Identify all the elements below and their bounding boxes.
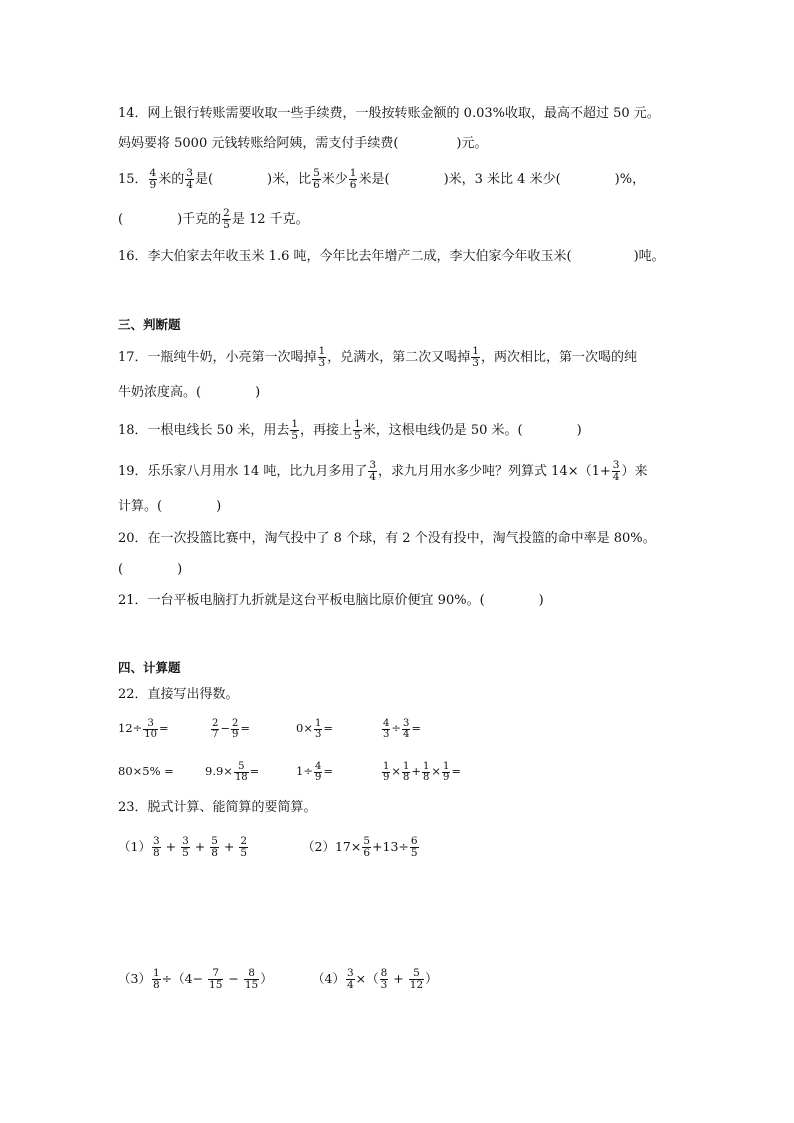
fraction [410, 836, 419, 859]
q17-line1 [118, 346, 637, 369]
q18-text: 米，这根电线仍是 50 米。( [362, 423, 523, 438]
expression-text: ） [260, 971, 273, 986]
denominator: 9 [149, 179, 157, 191]
denominator: 8 [152, 847, 160, 859]
fraction [149, 168, 158, 191]
fraction [612, 460, 621, 483]
numerator: 8 [244, 968, 259, 980]
calc-text: = [240, 721, 251, 735]
q22-title: 22．直接写出得数。 [118, 687, 239, 702]
numerator: 2 [232, 717, 239, 729]
calc-item [210, 718, 250, 740]
numerator: 3 [143, 719, 158, 730]
fraction [409, 968, 424, 991]
expression-text: +13÷ [372, 839, 409, 854]
q18-text: 18．一根电线长 50 米，用去 [118, 423, 290, 438]
q14-text-2: 妈妈要将 5000 元钱转账给阿姨，需支付手续费( [118, 136, 399, 151]
numerator: 1 [314, 717, 322, 729]
fraction [314, 762, 322, 783]
denominator: 8 [152, 979, 160, 991]
fraction [152, 836, 161, 859]
numerator: 1 [423, 760, 430, 772]
fraction [290, 419, 299, 442]
denominator: 4 [612, 471, 620, 483]
denominator: 7 [212, 728, 219, 740]
operator: − [228, 971, 239, 986]
calc-text: = [323, 764, 333, 778]
operator: + [165, 839, 177, 854]
operator: + [393, 971, 404, 986]
q21-text: ) [538, 593, 544, 608]
numerator: 4 [314, 760, 322, 772]
denominator: 9 [232, 728, 239, 740]
q15-text: 米是( [358, 172, 390, 187]
denominator: 4 [369, 471, 377, 483]
fraction [208, 968, 223, 991]
expression-text: ） [425, 971, 438, 986]
q15-text: )%， [614, 172, 646, 187]
fraction [152, 968, 161, 991]
expression-label: （4） [312, 971, 345, 986]
denominator: 3 [383, 728, 390, 740]
fraction [231, 719, 239, 740]
fraction [185, 168, 194, 191]
q15-text: ( [118, 212, 124, 227]
q17-text: ，两次相比，第一次喝的纯 [480, 350, 637, 365]
denominator: 15 [244, 979, 259, 991]
numerator: 3 [612, 459, 620, 471]
calc-text: = [323, 721, 333, 735]
denominator: 18 [234, 771, 248, 783]
q17-line2 [118, 383, 260, 403]
calc-text: ÷ [391, 721, 402, 735]
q21-line [118, 591, 544, 611]
operator: + [223, 839, 235, 854]
expression-text: ×（ [355, 971, 379, 986]
q19-text: ）来 [621, 464, 648, 479]
fraction [382, 719, 390, 740]
numerator: 4 [383, 717, 390, 729]
fraction [181, 836, 190, 859]
numerator: 1 [472, 345, 479, 357]
q16-line [118, 247, 665, 267]
expression-label: （3） [118, 971, 151, 986]
denominator: 4 [346, 979, 354, 991]
calc-expression-2 [302, 836, 420, 859]
denominator: 12 [409, 979, 424, 991]
fraction [318, 346, 327, 369]
expression-label: （1） [118, 839, 151, 854]
calc-text: = [249, 764, 260, 778]
calc-item [296, 761, 333, 783]
denominator: 6 [363, 847, 371, 859]
q20-text: 20．在一次投篮比赛中，淘气投中了 8 个球，有 2 个没有投中，淘气投篮的命中率是 80%。 [118, 531, 656, 546]
expression-label: （2）17× [302, 839, 362, 854]
fraction [349, 168, 358, 191]
fraction [346, 968, 355, 991]
numerator: 3 [152, 835, 160, 847]
q17-text: ) [255, 385, 261, 400]
calc-expression-4 [312, 968, 438, 991]
numerator: 5 [363, 835, 371, 847]
section-heading-calculation: 四、计算题 [118, 660, 181, 675]
denominator: 6 [349, 179, 357, 191]
section-heading-judgement: 三、判断题 [118, 317, 181, 332]
numerator: 1 [318, 345, 326, 357]
denominator: 3 [472, 357, 479, 369]
q20-text: ( [118, 562, 124, 577]
denominator: 5 [291, 430, 299, 442]
q15-text: 米的 [158, 172, 185, 187]
q19-text: ，求九月用水多少吨？列算式 14×（1+ [378, 464, 611, 479]
calc-text: + [411, 764, 422, 778]
numerator: 2 [212, 717, 219, 729]
q15-text: 是( [194, 172, 214, 187]
calc-item [205, 761, 259, 783]
fraction [382, 762, 390, 783]
fraction [422, 762, 430, 783]
q15-line1 [118, 168, 645, 191]
calc-text: = [411, 721, 422, 735]
denominator: 4 [186, 179, 193, 191]
numerator: 1 [291, 418, 299, 430]
fraction [362, 836, 371, 859]
denominator: 8 [423, 771, 430, 783]
q16-text: 16．李大伯家去年收玉米 1.6 吨，今年比去年增产二成，李大伯家今年收玉米( [118, 249, 572, 264]
numerator: 1 [403, 760, 410, 772]
denominator: 9 [314, 771, 322, 783]
q20-line1 [118, 529, 656, 549]
denominator: 5 [240, 847, 248, 859]
expression-text: ÷（4− [161, 971, 204, 986]
q20-text: ) [177, 562, 183, 577]
q18-line [118, 419, 582, 442]
fraction [312, 168, 321, 191]
q19-text: 19．乐乐家八月用水 14 吨，比九月多用了 [118, 464, 368, 479]
calc-text: × [431, 764, 442, 778]
fraction [314, 719, 322, 740]
numerator: 3 [186, 167, 193, 179]
denominator: 5 [223, 219, 230, 231]
numerator: 8 [380, 967, 388, 979]
q23-title: 23．脱式计算、能简算的要简算。 [118, 800, 317, 815]
numerator: 1 [354, 418, 361, 430]
fraction [210, 836, 219, 859]
denominator: 9 [383, 771, 390, 783]
q17-text: 牛奶浓度高。( [118, 385, 202, 400]
denominator: 5 [354, 430, 361, 442]
calc-text: 0× [296, 721, 313, 735]
denominator: 9 [443, 771, 450, 783]
denominator: 6 [313, 179, 320, 191]
fraction [211, 719, 219, 740]
numerator: 5 [234, 762, 249, 773]
q15-text: 是 12 千克。 [231, 212, 309, 227]
numerator: 2 [240, 835, 248, 847]
numerator: 1 [383, 760, 390, 772]
numerator: 5 [313, 167, 320, 179]
fraction [244, 968, 259, 991]
denominator: 4 [403, 728, 410, 740]
calc-item [118, 718, 169, 740]
denominator: 5 [182, 847, 189, 859]
q15-text: )米，比 [267, 172, 312, 187]
calc-expression-1 [118, 836, 249, 859]
calc-text: = [159, 721, 169, 735]
denominator: 3 [314, 728, 322, 740]
q18-text: ，再接上 [300, 423, 353, 438]
fraction [234, 762, 249, 783]
denominator: 8 [403, 771, 410, 783]
numerator: 5 [211, 835, 218, 847]
q18-text: ) [576, 423, 582, 438]
denominator: 3 [318, 357, 326, 369]
numerator: 1 [152, 967, 160, 979]
q15-text: )米，3 米比 4 米少( [443, 172, 561, 187]
q19-line2 [118, 497, 221, 517]
q14-text: 14．网上银行转账需要收取一些手续费，一般按转账金额的 0.03%收取，最高不超过 50 元。 [118, 106, 660, 121]
denominator: 5 [410, 847, 418, 859]
calc-expression-3 [118, 968, 273, 991]
q19-line1 [118, 460, 647, 483]
calc-text: × [391, 764, 402, 778]
numerator: 3 [369, 459, 377, 471]
q14-line1 [118, 104, 660, 124]
numerator: 2 [223, 207, 230, 219]
calc-text: = [164, 764, 174, 778]
q15-number: 15． [118, 172, 148, 187]
q16-text: )吨。 [633, 249, 665, 264]
q15-text: )千克的 [177, 212, 222, 227]
calc-text: = [451, 764, 462, 778]
q15-text: 米少 [321, 172, 348, 187]
fraction [402, 762, 410, 783]
calc-text: 9.9× [205, 764, 233, 778]
q21-text: 21．一台平板电脑打九折就是这台平板电脑比原价便宜 90%。( [118, 593, 485, 608]
q20-line2 [118, 560, 182, 580]
fraction [368, 460, 377, 483]
calc-item [381, 718, 421, 740]
calc-item [296, 718, 333, 740]
fraction [471, 346, 480, 369]
fraction [402, 719, 410, 740]
numerator: 3 [346, 967, 354, 979]
numerator: 1 [349, 167, 357, 179]
q15-line2 [118, 208, 309, 231]
q19-text: ) [216, 499, 222, 514]
q17-text: 17．一瓶纯牛奶，小亮第一次喝掉 [118, 350, 317, 365]
numerator: 1 [443, 760, 450, 772]
denominator: 10 [144, 728, 158, 740]
q17-text: ，兑满水，第二次又喝掉 [327, 350, 471, 365]
numerator: 7 [208, 968, 223, 980]
calc-text: 12÷ [118, 721, 143, 735]
q14-line2 [118, 134, 488, 154]
denominator: 3 [380, 979, 388, 991]
numerator: 4 [149, 167, 157, 179]
fraction [222, 208, 231, 231]
calc-item [381, 761, 461, 783]
fraction [380, 968, 389, 991]
fraction [239, 836, 248, 859]
denominator: 8 [211, 847, 218, 859]
fraction [442, 762, 450, 783]
numerator: 6 [410, 835, 418, 847]
calc-text: − [220, 721, 231, 735]
numerator: 3 [182, 835, 189, 847]
calc-text: 1÷ [296, 764, 313, 778]
calc-item [118, 761, 174, 781]
q19-text: 计算。( [118, 499, 163, 514]
numerator: 3 [403, 717, 410, 729]
fraction [143, 719, 158, 740]
numerator: 5 [409, 968, 424, 980]
denominator: 15 [209, 979, 223, 991]
fraction [353, 419, 362, 442]
calc-text: 80×5% [118, 764, 161, 778]
q14-text-3: )元。 [456, 136, 488, 151]
operator: + [194, 839, 206, 854]
